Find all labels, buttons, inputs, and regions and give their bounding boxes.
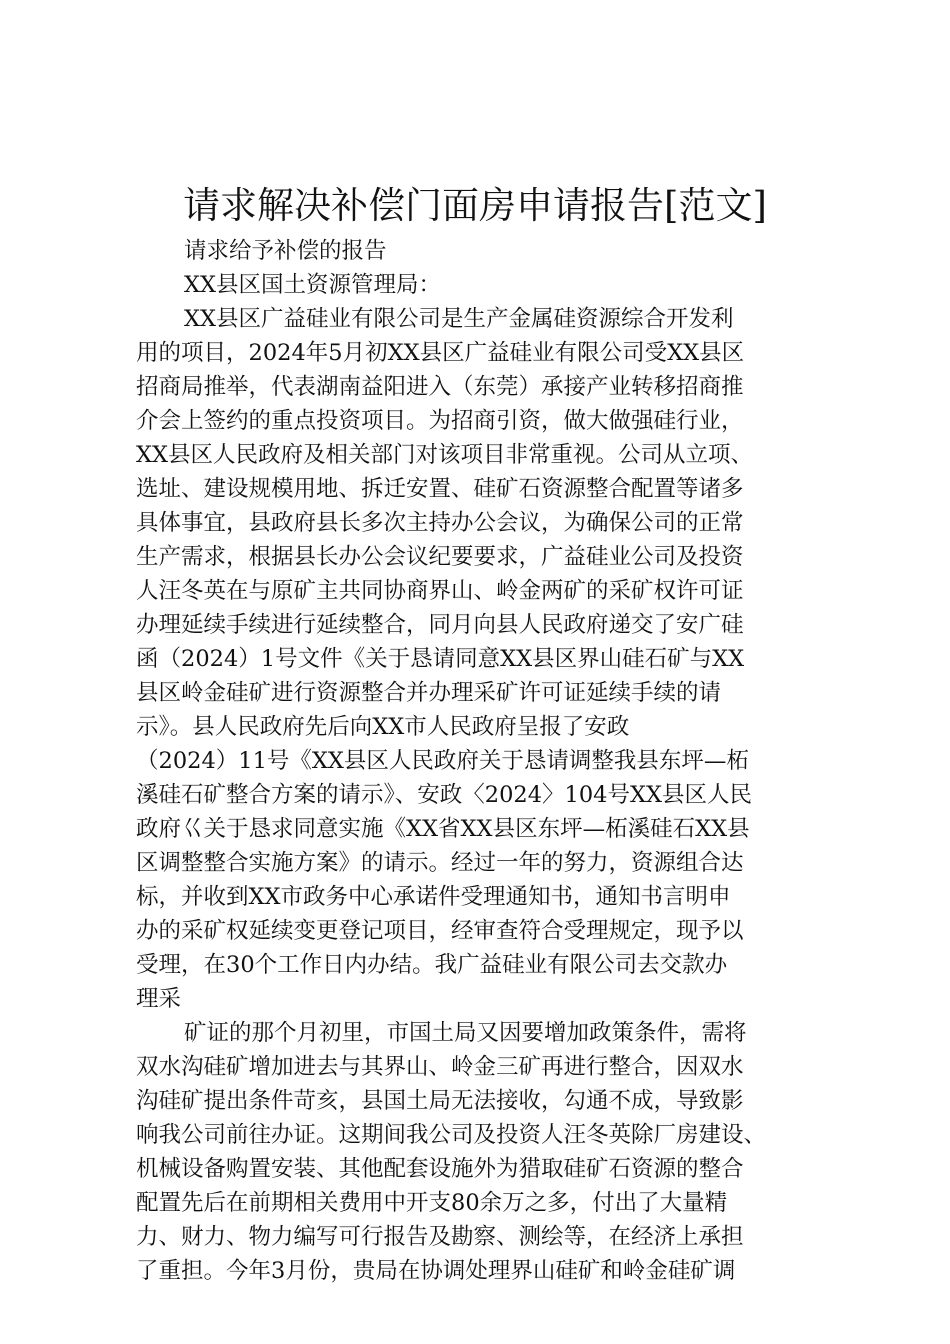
addressee-line: XX县区国土资源管理局： [184, 272, 442, 298]
paragraph-line: 配置先后在前期相关费用中开支80余万之多，付出了大量精 [136, 1190, 728, 1216]
paragraph-line: 溪硅石矿整合方案的请示》、安政〈2024〉104号XX县区人民 [136, 782, 752, 808]
paragraph-line: 了重担。今年3月份，贵局在协调处理界山硅矿和岭金硅矿调 [136, 1258, 736, 1284]
paragraph-line: 标，并收到XX市政务中心承诺件受理通知书，通知书言明申 [136, 884, 731, 910]
paragraph-line: 招商局推举，代表湖南益阳进入（东莞）承接产业转移招商推 [136, 374, 744, 400]
paragraph-line: 沟硅矿提出条件苛亥，县国土局无法接收，勾通不成，导致影 [136, 1088, 744, 1114]
document-body [136, 234, 836, 1288]
paragraph-line: XX县区广益硅业有限公司是生产金属硅资源综合开发利 [184, 306, 734, 332]
paragraph-line: 机械设备购置安装、其他配套设施外为猎取硅矿石资源的整合 [136, 1156, 744, 1182]
paragraph-line: 力、财力、物力编写可行报告及勘察、测绘等，在经济上承担 [136, 1224, 744, 1250]
paragraph-line: 响我公司前往办证。这期间我公司及投资人汪冬英除厂房建设、 [136, 1122, 767, 1148]
paragraph-line: 区调整整合实施方案》的请示。经过一年的努力，资源组合达 [136, 850, 744, 876]
subject-line: 请求给予补偿的报告 [184, 238, 387, 264]
paragraph-line: 办的采矿权延续变更登记项目，经审查符合受理规定，现予以 [136, 918, 744, 944]
paragraph-line: 人汪冬英在与原矿主共同协商界山、岭金两矿的采矿权许可证 [136, 578, 744, 604]
paragraph-line: 介会上签约的重点投资项目。为招商引资，做大做强硅行业， [136, 408, 744, 434]
paragraph-line: 矿证的那个月初里，市国土局又因要增加政策条件，需将 [184, 1020, 747, 1046]
paragraph-line: 具体事宜，县政府县长多次主持办公会议，为确保公司的正常 [136, 510, 744, 536]
paragraph-line: （2024）11号《XX县区人民政府关于恳请调整我县东坪—柘 [136, 748, 749, 774]
document-title: 请求解决补偿门面房申请报告[范文] [183, 184, 767, 227]
paragraph-line: 办理延续手续进行延续整合，同月向县人民政府递交了安广硅 [136, 612, 744, 638]
paragraph-line: 政府巜关于恳求同意实施《XX省XX县区东坪—柘溪硅石XX县 [136, 816, 750, 842]
paragraph-line: XX县区人民政府及相关部门对该项目非常重视。公司从立项、 [136, 442, 754, 468]
paragraph-line: 受理，在30个工作日内办结。我广益硅业有限公司去交款办 [136, 952, 728, 978]
paragraph-line: 县区岭金硅矿进行资源整合并办理采矿许可证延续手续的请 [136, 680, 722, 706]
paragraph-line: 函（2024）1号文件《关于恳请同意XX县区界山硅石矿与XX [136, 646, 745, 672]
paragraph-line: 双水沟硅矿增加进去与其界山、岭金三矿再进行整合，因双水 [136, 1054, 744, 1080]
paragraph-line: 用的项目，2024年5月初XX县区广益硅业有限公司受XX县区 [136, 340, 745, 366]
paragraph-line: 理采 [136, 986, 182, 1012]
paragraph-line: 生产需求，根据县长办公会议纪要要求，广益硅业公司及投资 [136, 544, 744, 570]
paragraph-line: 选址、建设规模用地、拆迁安置、硅矿石资源整合配置等诸多 [136, 476, 744, 502]
paragraph-line: 示》。县人民政府先后向XX市人民政府呈报了安政 [136, 714, 630, 740]
